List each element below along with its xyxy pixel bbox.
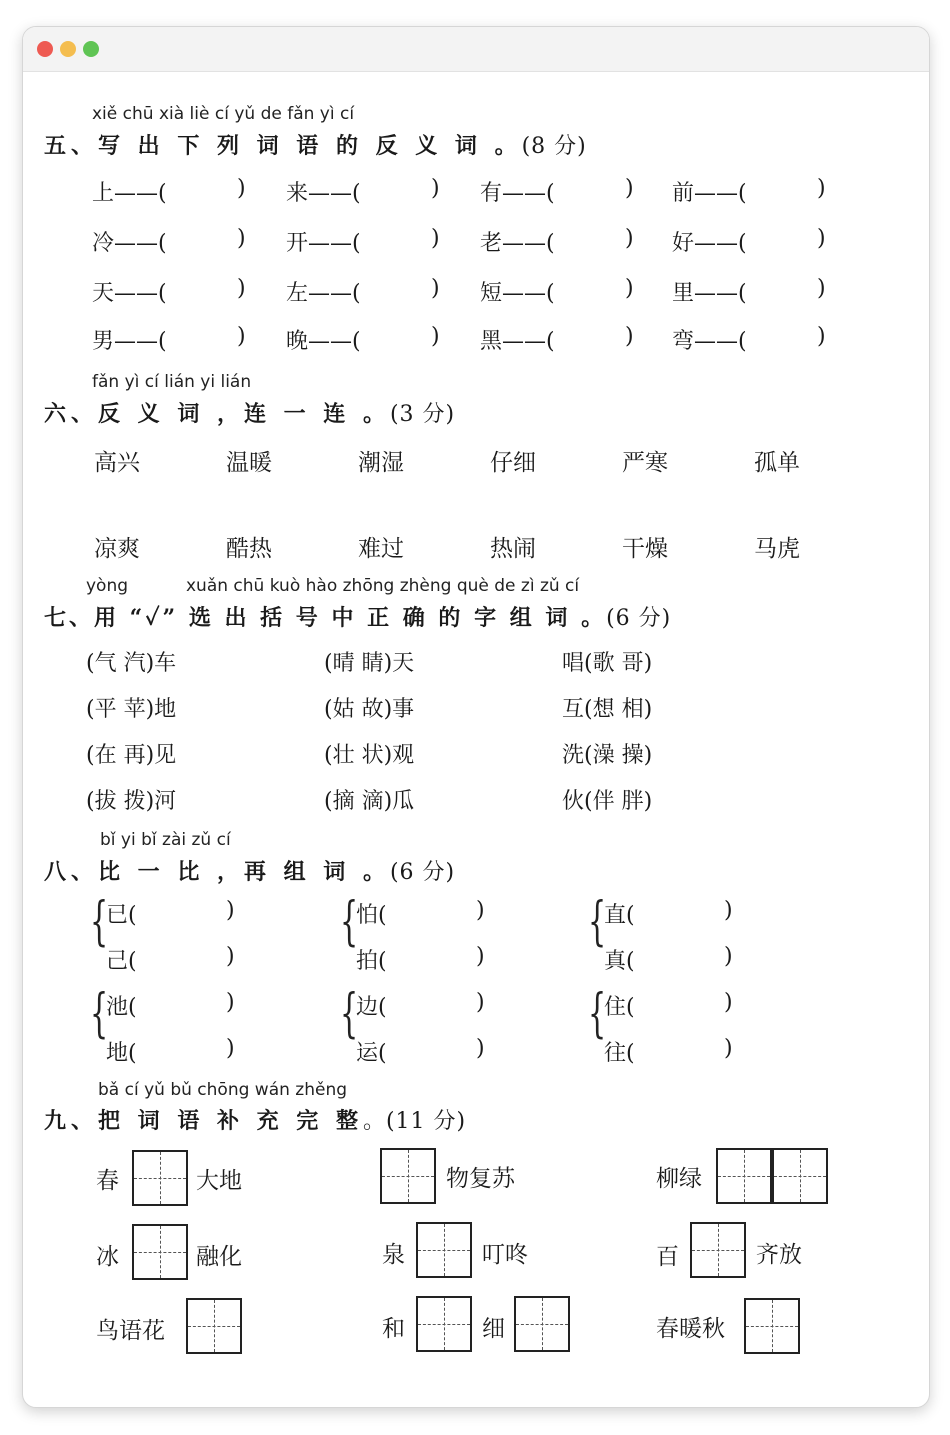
s6-score: (3 分) <box>389 402 456 427</box>
s9-word: 融化 <box>196 1244 242 1270</box>
s5-item: 冷——( <box>92 231 167 256</box>
s5-item: 晚——( <box>286 329 361 354</box>
answer-box[interactable] <box>416 1296 472 1352</box>
s9-word: 柳绿 <box>656 1166 702 1192</box>
s5-item: 男——( <box>92 329 167 354</box>
s8-word: 地( <box>106 1041 137 1066</box>
s7-choice[interactable]: 互(想 相) <box>562 697 653 722</box>
s6-top-word[interactable]: 严寒 <box>622 450 668 476</box>
s8-score: (6 分) <box>389 860 456 885</box>
s8-word: 运( <box>356 1041 387 1066</box>
s8-answer-close[interactable]: ) <box>724 944 733 969</box>
minimize-window-button[interactable] <box>60 41 76 57</box>
s5-answer-close[interactable]: ) <box>625 226 634 251</box>
answer-box[interactable] <box>772 1148 828 1204</box>
s8-answer-close[interactable]: ) <box>724 898 733 923</box>
s9-word: 春暖秋 <box>656 1316 725 1342</box>
s5-item: 天——( <box>92 281 167 306</box>
s6-bottom-word[interactable]: 酷热 <box>226 536 272 562</box>
s5-answer-close[interactable]: ) <box>625 324 634 349</box>
s7-choice[interactable]: (在 再)见 <box>86 743 177 768</box>
s7-choice[interactable]: (气 汽)车 <box>86 651 177 676</box>
s7-choice[interactable]: 唱(歌 哥) <box>562 651 653 676</box>
s5-answer-close[interactable]: ) <box>431 226 440 251</box>
s5-answer-close[interactable]: ) <box>237 276 246 301</box>
s8-word: 往( <box>604 1041 635 1066</box>
s9-word: 冰 <box>96 1244 119 1270</box>
s7-title: 七、用 “✓” 选 出 括 号 中 正 确 的 字 组 词 。 <box>44 605 607 631</box>
s5-item: 有——( <box>480 181 555 206</box>
s8-brace: { <box>90 984 109 1044</box>
answer-box[interactable] <box>690 1222 746 1278</box>
s7-pinyin-a: yòng <box>86 576 129 596</box>
answer-box[interactable] <box>716 1148 772 1204</box>
s6-top-word[interactable]: 温暖 <box>226 450 272 476</box>
s5-answer-close[interactable]: ) <box>431 324 440 349</box>
s9-word: 百 <box>656 1244 679 1270</box>
s8-title: 八、比 一 比 ，再 组 词 。 <box>44 859 390 885</box>
s5-item: 短——( <box>480 281 555 306</box>
s9-word: 叮咚 <box>482 1242 528 1268</box>
s6-pinyin: fǎn yì cí lián yi lián <box>92 372 252 392</box>
s5-item: 好——( <box>672 231 747 256</box>
s8-word: 已( <box>106 903 137 928</box>
s8-pinyin: bǐ yi bǐ zài zǔ cí <box>100 830 231 850</box>
s8-answer-close[interactable]: ) <box>226 1036 235 1061</box>
answer-box[interactable] <box>132 1150 188 1206</box>
s8-answer-close[interactable]: ) <box>476 944 485 969</box>
title-bar <box>23 27 929 72</box>
s5-item: 黑——( <box>480 329 555 354</box>
s7-choice[interactable]: 洗(澡 操) <box>562 743 653 768</box>
s5-answer-close[interactable]: ) <box>431 176 440 201</box>
maximize-window-button[interactable] <box>83 41 99 57</box>
s8-answer-close[interactable]: ) <box>226 944 235 969</box>
s8-word: 住( <box>604 995 635 1020</box>
s5-item: 上——( <box>92 181 167 206</box>
s5-score: (8 分) <box>521 134 587 159</box>
s8-answer-close[interactable]: ) <box>226 898 235 923</box>
s6-bottom-word[interactable]: 凉爽 <box>94 536 140 562</box>
s6-bottom-word[interactable]: 马虎 <box>754 536 800 562</box>
s7-heading <box>44 601 671 632</box>
s9-word: 大地 <box>196 1168 242 1194</box>
s7-choice[interactable]: (摘 滴)瓜 <box>324 789 415 814</box>
s5-item: 左——( <box>286 281 361 306</box>
s6-top-word[interactable]: 孤单 <box>754 450 800 476</box>
s9-title: 九、把 词 语 补 充 完 整 <box>44 1108 363 1134</box>
s7-choice[interactable]: (壮 状)观 <box>324 743 415 768</box>
answer-box[interactable] <box>514 1296 570 1352</box>
s5-answer-close[interactable]: ) <box>817 226 826 251</box>
s5-item: 老——( <box>480 231 555 256</box>
s5-answer-close[interactable]: ) <box>817 324 826 349</box>
s9-word: 物复苏 <box>446 1166 515 1192</box>
s5-answer-close[interactable]: ) <box>237 324 246 349</box>
s5-item: 来——( <box>286 181 361 206</box>
s7-choice[interactable]: (拔 拨)河 <box>86 789 177 814</box>
s9-score: 。(11 分) <box>362 1109 467 1134</box>
s9-word: 齐放 <box>756 1242 802 1268</box>
s7-score: (6 分) <box>606 606 672 631</box>
s7-pinyin-b: xuǎn chū kuò hào zhōng zhèng què de zì zǔ cí <box>186 576 580 596</box>
s8-word: 怕( <box>356 903 387 928</box>
s7-choice[interactable]: 伙(伴 胖) <box>562 789 653 814</box>
s5-answer-close[interactable]: ) <box>431 276 440 301</box>
s6-bottom-word[interactable]: 干燥 <box>622 536 668 562</box>
s8-brace: { <box>340 984 359 1044</box>
s5-item: 弯——( <box>672 329 747 354</box>
s9-pinyin: bǎ cí yǔ bǔ chōng wán zhěng <box>98 1080 348 1100</box>
s9-word: 春 <box>96 1168 119 1194</box>
s6-top-word[interactable]: 潮湿 <box>358 450 404 476</box>
answer-box[interactable] <box>132 1224 188 1280</box>
s6-bottom-word[interactable]: 难过 <box>358 536 404 562</box>
s5-item: 里——( <box>672 281 747 306</box>
s5-answer-close[interactable]: ) <box>817 176 826 201</box>
s8-brace: { <box>588 984 607 1044</box>
answer-box[interactable] <box>416 1222 472 1278</box>
s8-answer-close[interactable]: ) <box>476 898 485 923</box>
answer-box[interactable] <box>186 1298 242 1354</box>
s8-brace: { <box>588 892 607 952</box>
s5-item: 前——( <box>672 181 747 206</box>
s6-heading <box>44 397 455 428</box>
s6-title: 六、反 义 词 ，连 一 连 。 <box>44 401 390 427</box>
s6-top-word[interactable]: 仔细 <box>490 450 536 476</box>
s8-word: 边( <box>356 995 387 1020</box>
s9-heading <box>44 1104 466 1135</box>
s7-choice[interactable]: (晴 睛)天 <box>324 651 415 676</box>
s5-item: 开——( <box>286 231 361 256</box>
s8-answer-close[interactable]: ) <box>226 990 235 1015</box>
s8-answer-close[interactable]: ) <box>724 990 733 1015</box>
s8-word: 拍( <box>356 949 387 974</box>
s8-word: 直( <box>604 903 635 928</box>
s8-answer-close[interactable]: ) <box>724 1036 733 1061</box>
s5-answer-close[interactable]: ) <box>237 176 246 201</box>
answer-box[interactable] <box>744 1298 800 1354</box>
s9-word: 泉 <box>382 1242 405 1268</box>
s8-answer-close[interactable]: ) <box>476 1036 485 1061</box>
s5-answer-close[interactable]: ) <box>817 276 826 301</box>
answer-box[interactable] <box>380 1148 436 1204</box>
s8-word: 己( <box>106 949 137 974</box>
s6-top-word[interactable]: 高兴 <box>94 450 140 476</box>
s5-heading <box>44 129 587 160</box>
s8-word: 池( <box>106 995 137 1020</box>
s8-word: 真( <box>604 949 635 974</box>
s8-brace: { <box>90 892 109 952</box>
close-window-button[interactable] <box>37 41 53 57</box>
s7-choice[interactable]: (姑 故)事 <box>324 697 415 722</box>
s7-choice[interactable]: (平 苹)地 <box>86 697 177 722</box>
s5-pinyin: xiě chū xià liè cí yǔ de fǎn yì cí <box>92 104 355 124</box>
s8-answer-close[interactable]: ) <box>476 990 485 1015</box>
s8-brace: { <box>340 892 359 952</box>
s9-word: 和 <box>382 1316 405 1342</box>
s5-answer-close[interactable]: ) <box>237 226 246 251</box>
s5-answer-close[interactable]: ) <box>625 176 634 201</box>
s5-title: 五、写 出 下 列 词 语 的 反 义 词 。 <box>44 133 522 159</box>
s6-bottom-word[interactable]: 热闹 <box>490 536 536 562</box>
s5-answer-close[interactable]: ) <box>625 276 634 301</box>
s8-heading <box>44 855 455 886</box>
s9-word: 细 <box>482 1316 505 1342</box>
s9-word: 鸟语花 <box>96 1318 165 1344</box>
